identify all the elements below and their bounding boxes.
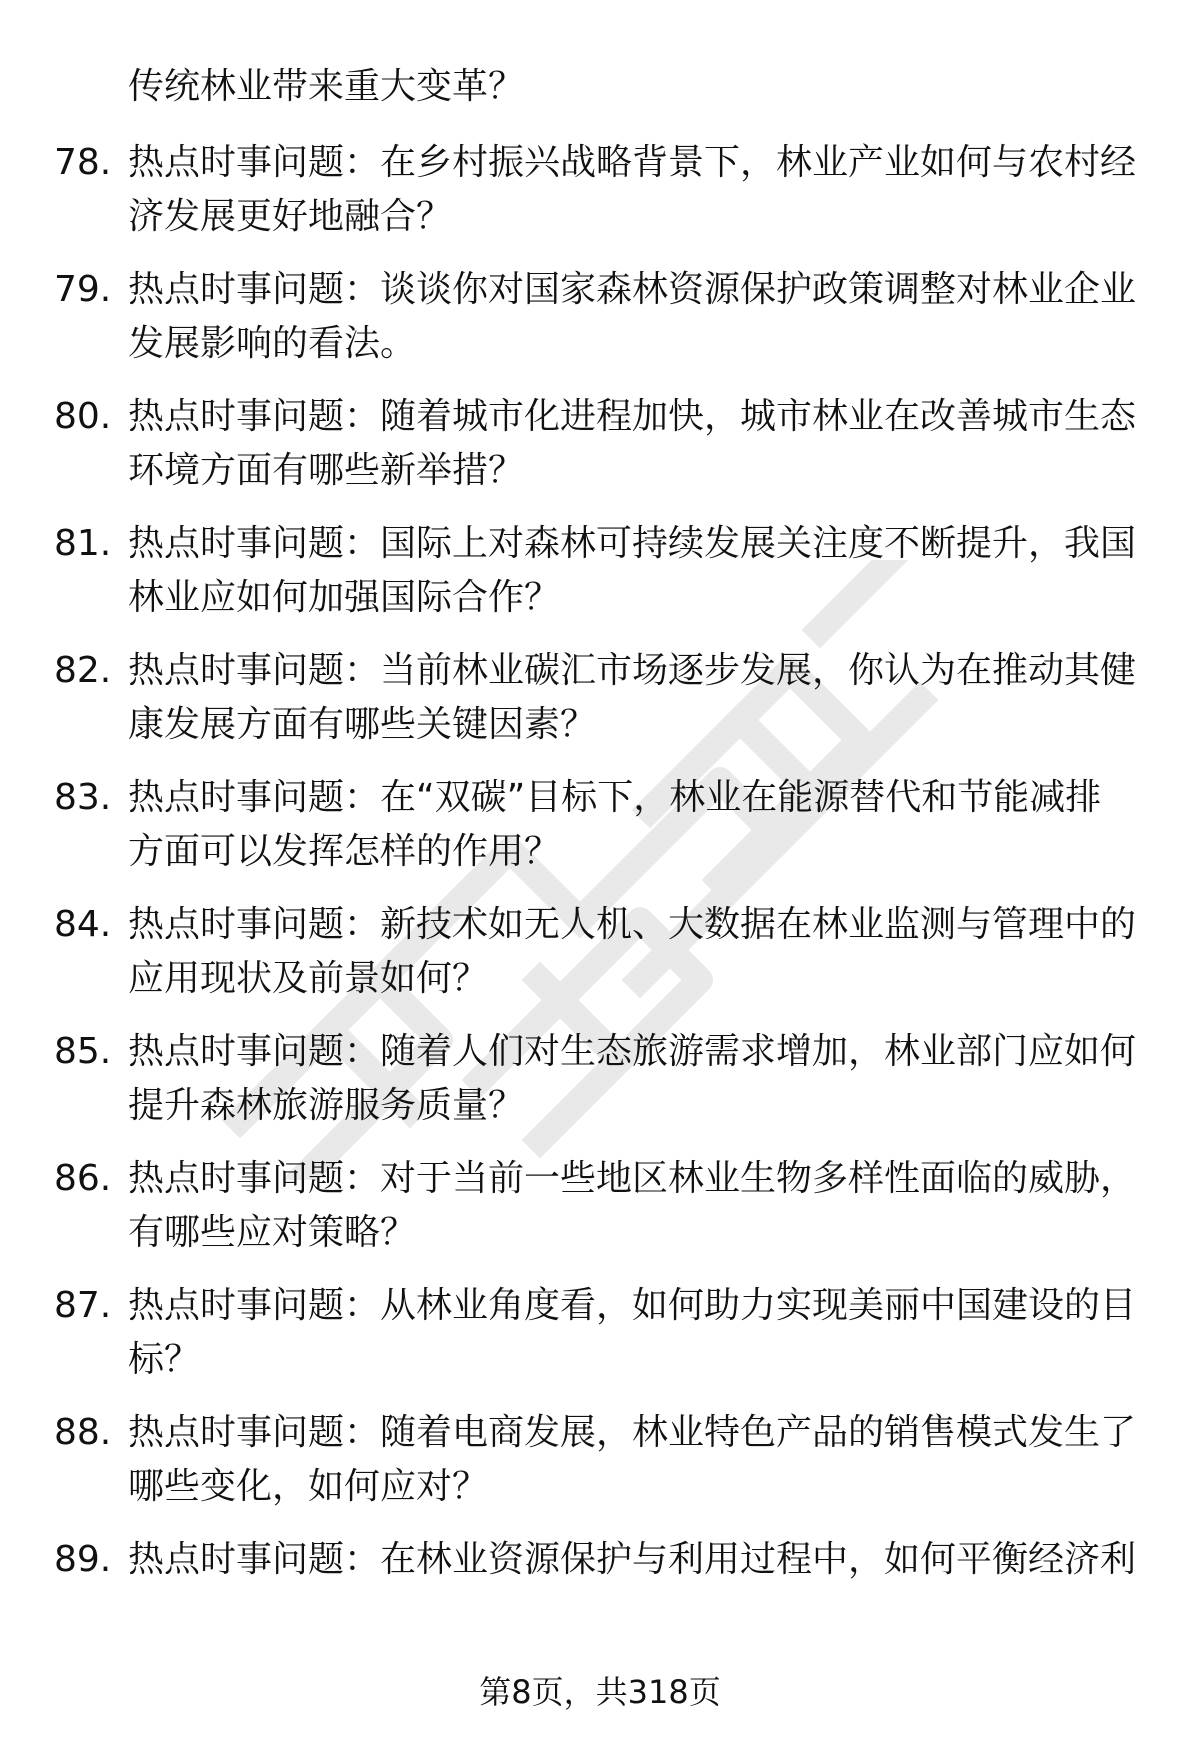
question-text-line: 有哪些应对策略？ bbox=[128, 1212, 417, 1253]
question-text bbox=[128, 1406, 1138, 1514]
question-list bbox=[0, 136, 1200, 1660]
question-item bbox=[0, 1152, 1200, 1279]
question-text-line: 应用现状及前景如何？ bbox=[128, 958, 489, 999]
question-item bbox=[0, 136, 1200, 263]
page-footer: 第8页，共318页 bbox=[479, 1673, 721, 1711]
question-text-line: 热点时事问题：谈谈你对国家森林资源保护政策调整对林业企业 bbox=[128, 269, 1137, 310]
question-number: 84. bbox=[54, 904, 112, 945]
question-item bbox=[0, 898, 1200, 1025]
question-text-line: 热点时事问题：随着电商发展，林业特色产品的销售模式发生了 bbox=[128, 1412, 1137, 1453]
question-item bbox=[0, 1533, 1200, 1660]
question-text-line: 热点时事问题：从林业角度看，如何助力实现美丽中国建设的目 bbox=[128, 1285, 1137, 1326]
question-text-line: 热点时事问题：国际上对森林可持续发展关注度不断提升，我国 bbox=[128, 523, 1137, 564]
question-text-line: 热点时事问题：当前林业碳汇市场逐步发展，你认为在推动其健 bbox=[128, 650, 1137, 691]
question-text-line: 热点时事问题：对于当前一些地区林业生物多样性面临的威胁， bbox=[128, 1158, 1137, 1199]
question-text-line: 康发展方面有哪些关键因素？ bbox=[128, 704, 597, 745]
question-text-line: 热点时事问题：在林业资源保护与利用过程中，如何平衡经济利 bbox=[128, 1539, 1137, 1580]
question-number: 85. bbox=[54, 1031, 112, 1072]
question-text-line: 济发展更好地融合？ bbox=[128, 196, 453, 237]
question-number: 81. bbox=[54, 523, 112, 564]
question-number: 78. bbox=[54, 142, 112, 183]
question-number: 87. bbox=[54, 1285, 112, 1326]
question-text bbox=[128, 517, 1138, 625]
question-item bbox=[0, 517, 1200, 644]
question-number: 88. bbox=[54, 1412, 112, 1453]
question-number: 79. bbox=[54, 269, 112, 310]
question-text-line: 标？ bbox=[128, 1339, 201, 1380]
question-text-line: 热点时事问题：在“双碳”目标下，林业在能源替代和节能减排 bbox=[128, 777, 1102, 818]
question-item bbox=[0, 263, 1200, 390]
question-item bbox=[0, 1025, 1200, 1152]
question-text bbox=[128, 136, 1138, 244]
question-number: 89. bbox=[54, 1539, 112, 1580]
question-text bbox=[128, 644, 1138, 752]
question-item bbox=[0, 1406, 1200, 1533]
question-text bbox=[128, 1152, 1138, 1260]
question-text bbox=[128, 898, 1138, 1006]
question-item bbox=[0, 390, 1200, 517]
question-text-line: 林业应如何加强国际合作？ bbox=[128, 577, 561, 618]
question-text-line: 热点时事问题：新技术如无人机、大数据在林业监测与管理中的 bbox=[128, 904, 1137, 945]
question-text bbox=[128, 390, 1138, 498]
question-text bbox=[128, 771, 1138, 879]
question-number: 80. bbox=[54, 396, 112, 437]
question-text bbox=[128, 1279, 1138, 1387]
question-number: 82. bbox=[54, 650, 112, 691]
question-item bbox=[0, 1279, 1200, 1406]
question-item bbox=[0, 644, 1200, 771]
question-number: 83. bbox=[54, 777, 112, 818]
question-text-line: 环境方面有哪些新举措？ bbox=[128, 450, 525, 491]
question-text bbox=[128, 1025, 1138, 1133]
question-text-line: 哪些变化，如何应对？ bbox=[128, 1466, 489, 1507]
question-text-line: 方面可以发挥怎样的作用？ bbox=[128, 831, 561, 872]
question-text-line: 提升森林旅游服务质量？ bbox=[128, 1085, 525, 1126]
question-text bbox=[128, 263, 1138, 371]
question-text-line: 热点时事问题：在乡村振兴战略背景下，林业产业如何与农村经 bbox=[128, 142, 1137, 183]
question-number: 86. bbox=[54, 1158, 112, 1199]
question-text-line: 热点时事问题：随着人们对生态旅游需求增加，林业部门应如何 bbox=[128, 1031, 1137, 1072]
continuation-text: 传统林业带来重大变革？ bbox=[128, 66, 525, 107]
question-text-line: 热点时事问题：随着城市化进程加快，城市林业在改善城市生态 bbox=[128, 396, 1137, 437]
question-text bbox=[128, 1533, 1138, 1587]
question-text-line: 发展影响的看法。 bbox=[128, 323, 417, 364]
question-item bbox=[0, 771, 1200, 898]
